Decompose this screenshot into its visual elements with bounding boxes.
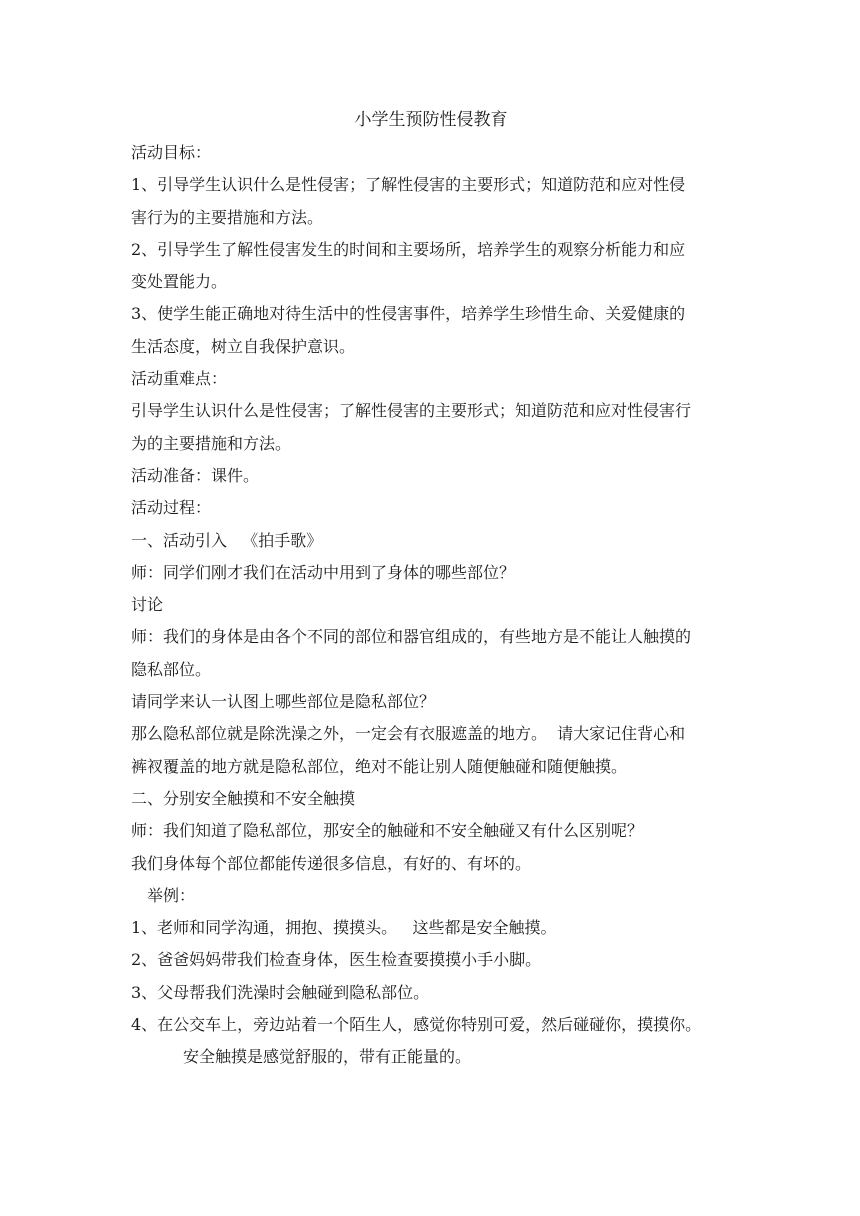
section-heading-goals: 活动目标： — [131, 143, 212, 162]
paragraph-line: 隐私部位。 — [131, 659, 212, 679]
paragraph-line: 裤衩覆盖的地方就是隐私部位，绝对不能让别人随便触碰和随便触摸。 — [131, 756, 628, 776]
section-heading-intro: 一、活动引入 《拍手歌》 — [131, 530, 323, 550]
paragraph-line: 变处置能力。 — [131, 272, 228, 292]
paragraph-line: 引导学生认识什么是性侵害；了解性侵害的主要形式；知道防范和应对性侵害行 — [131, 401, 692, 421]
paragraph-line: 1、引导学生认识什么是性侵害；了解性侵害的主要形式；知道防范和应对性侵 — [131, 175, 686, 195]
examples-heading: 举例： — [147, 885, 196, 905]
list-item: 1、老师和同学沟通，拥抱、摸摸头。 这些都是安全触摸。 — [131, 918, 557, 938]
section-heading-preparation: 活动准备：课件。 — [131, 465, 260, 485]
paragraph-line: 2、引导学生了解性侵害发生的时间和主要场所，培养学生的观察分析能力和应 — [131, 239, 686, 259]
section-heading-process: 活动过程： — [131, 498, 212, 518]
section-heading-key-points: 活动重难点： — [131, 369, 228, 389]
paragraph-line: 讨论 — [131, 595, 164, 615]
document-title: 小学生预防性侵教育 — [354, 110, 508, 130]
paragraph-line: 师：我们知道了隐私部位，那安全的触碰和不安全触碰又有什么区别呢？ — [131, 821, 644, 841]
paragraph-line: 害行为的主要措施和方法。 — [131, 207, 324, 227]
paragraph-line: 生活态度，树立自我保护意识。 — [131, 336, 356, 356]
paragraph-line: 那么隐私部位就是除洗澡之外，一定会有衣服遮盖的地方。 请大家记住背心和 — [131, 724, 686, 744]
summary-line: 安全触摸是感觉舒服的，带有正能量的。 — [183, 1047, 472, 1067]
paragraph-line: 请同学来认一认图上哪些部位是隐私部位？ — [131, 692, 436, 712]
list-item: 2、爸爸妈妈带我们检查身体，医生检查要摸摸小手小脚。 — [131, 950, 542, 970]
paragraph-line: 我们身体每个部位都能传递很多信息，有好的、有坏的。 — [131, 853, 532, 873]
list-item: 3、父母帮我们洗澡时会触碰到隐私部位。 — [131, 982, 430, 1002]
paragraph-line: 师：同学们刚才我们在活动中用到了身体的哪些部位？ — [131, 562, 516, 582]
document-body — [131, 103, 731, 1074]
paragraph-line: 为的主要措施和方法。 — [131, 433, 292, 453]
section-heading-touch: 二、分别安全触摸和不安全触摸 — [131, 788, 356, 808]
list-item: 4、在公交车上，旁边站着一个陌生人，感觉你特别可爱，然后碰碰你，摸摸你。 — [131, 1015, 702, 1035]
paragraph-line: 师：我们的身体是由各个不同的部位和器官组成的，有些地方是不能让人触摸的 — [131, 627, 692, 647]
paragraph-line: 3、使学生能正确地对待生活中的性侵害事件，培养学生珍惜生命、关爱健康的 — [131, 304, 686, 324]
